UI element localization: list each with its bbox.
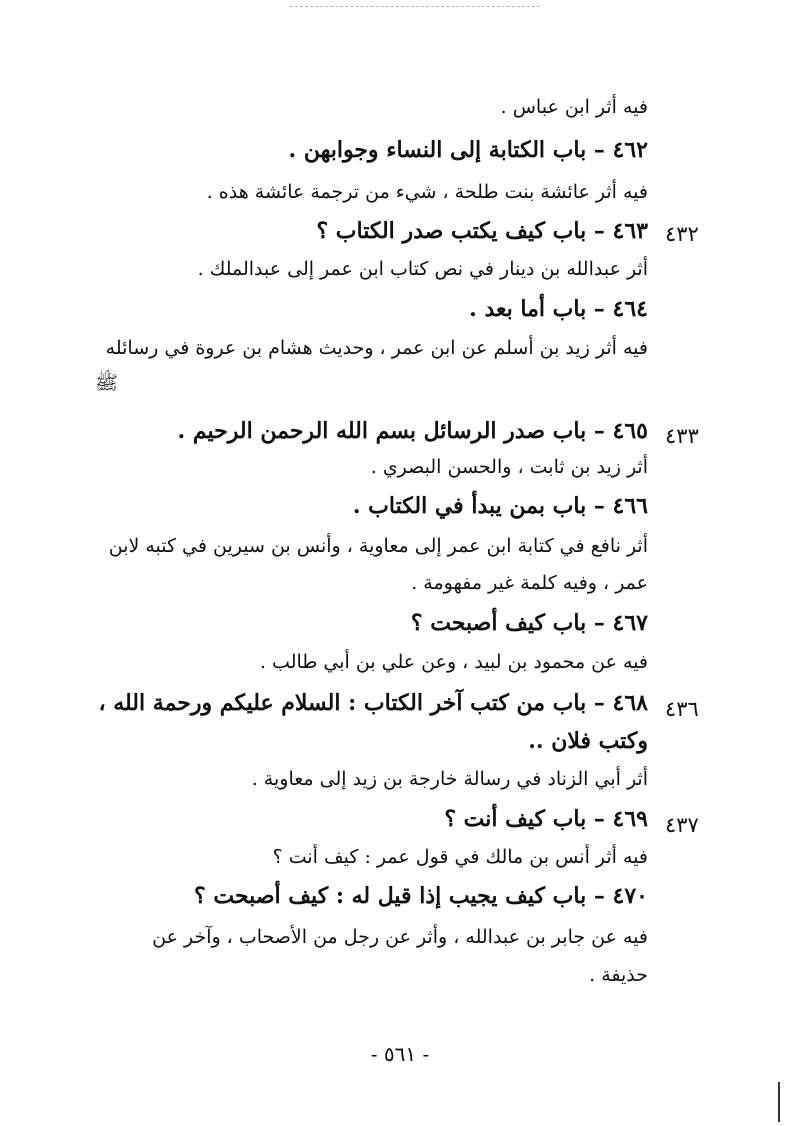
entry-line: فيه عن جابر بن عبدالله ، وأثر عن رجل من الأصحاب ، وآخر عن xyxy=(152,926,648,948)
page-number: - ٥٦١ - xyxy=(370,1042,430,1066)
entry-line: أثر أبي الزناد في رسالة خارجة بن زيد إلى معاوية . xyxy=(251,768,648,790)
entry-line: أثر نافع في كتابة ابن عمر إلى معاوية ، وأنس بن سيرين في كتبه لابن xyxy=(108,535,648,557)
entry-line: حذيفة . xyxy=(589,964,648,986)
chapter-heading: ٤٦٢ – باب الكتابة إلى النساء وجوابهن . xyxy=(288,137,648,163)
entry-line: فيه أثر ابن عباس . xyxy=(500,96,648,118)
chapter-heading: ٤٦٤ – باب أما بعد . xyxy=(469,296,648,322)
chapter-heading: ٤٦٣ – باب كيف يكتب صدر الكتاب ؟ xyxy=(316,218,648,244)
entry-line: فيه أثر زيد بن أسلم عن ابن عمر ، وحديث هشام بن عروة في رسائله xyxy=(105,337,648,359)
chapter-heading-continued: وكتب فلان .. xyxy=(528,728,648,754)
margin-number: ٤٣٧ xyxy=(665,813,699,837)
chapter-heading: ٤٦٩ – باب كيف أنت ؟ xyxy=(444,806,648,832)
entry-line: فيه عن محمود بن لبيد ، وعن علي بن أبي طالب . xyxy=(259,651,648,673)
entry-line: أثر زيد بن ثابت ، والحسن البصري . xyxy=(370,456,648,478)
entry-line: أثر عبدالله بن دينار في نص كتاب ابن عمر إلى عبدالملك . xyxy=(197,258,648,280)
scan-edge-artifact xyxy=(778,1082,780,1122)
entry-line: عمر ، وفيه كلمة غير مفهومة . xyxy=(411,572,648,594)
chapter-heading: ٤٦٦ – باب بمن يبدأ في الكتاب . xyxy=(352,493,648,519)
chapter-heading: ٤٦٧ – باب كيف أصبحت ؟ xyxy=(410,610,648,636)
chapter-heading: ٤٦٨ – باب من كتب آخر الكتاب : السلام عليكم ورحمة الله ، xyxy=(98,690,648,716)
chapter-heading: ٤٧٠ – باب كيف يجيب إذا قيل له : كيف أصبحت ؟ xyxy=(194,883,648,909)
entry-line-honorific: ﷺ xyxy=(95,372,118,394)
margin-number: ٤٣٦ xyxy=(665,697,699,721)
entry-line: فيه أثر أنس بن مالك في قول عمر : كيف أنت ؟ xyxy=(272,846,648,868)
margin-number: ٤٣٣ xyxy=(665,424,699,448)
chapter-heading: ٤٦٥ – باب صدر الرسائل بسم الله الرحمن الرحيم . xyxy=(177,418,648,444)
scan-artifact-line xyxy=(290,6,540,7)
margin-number: ٤٣٢ xyxy=(665,222,699,246)
entry-line: فيه أثر عائشة بنت طلحة ، شيء من ترجمة عائشة هذه . xyxy=(206,181,648,203)
